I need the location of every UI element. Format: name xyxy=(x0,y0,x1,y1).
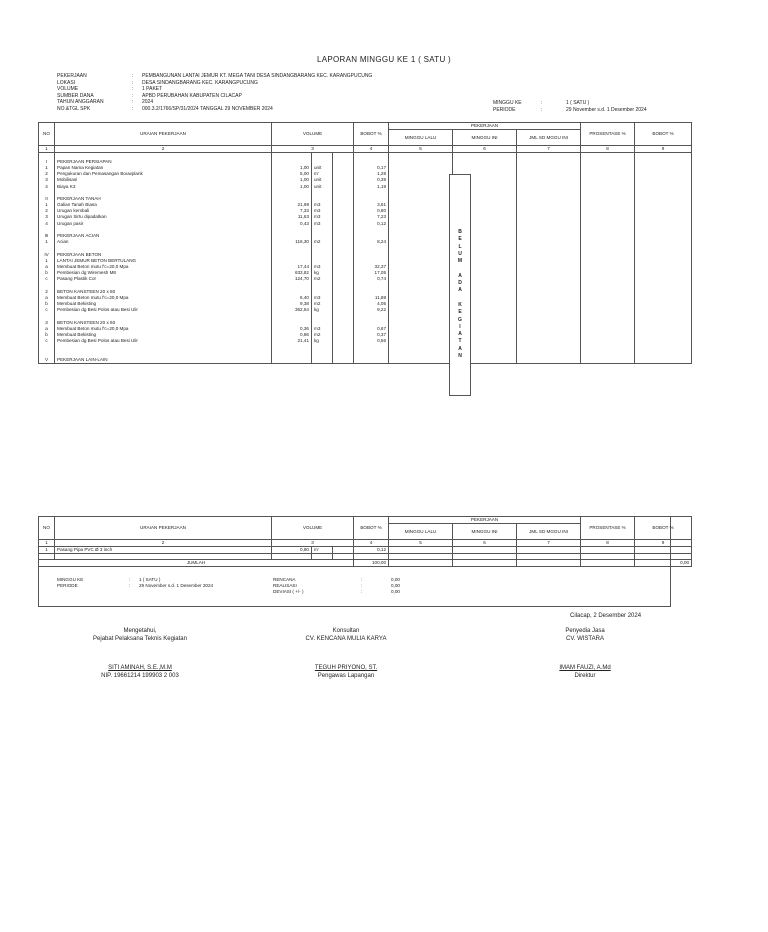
info-value: DESA SINDANGBARANG KEC. KARANGPUCUNG xyxy=(142,79,258,86)
signature-role: Mengetahui, xyxy=(123,628,157,634)
table-row xyxy=(39,357,692,364)
progress-table xyxy=(38,122,692,364)
info-row: LOKASI : DESA SINDANGBARANG KEC. KARANGPUCUNG xyxy=(57,79,258,86)
row-vol: 116,30 xyxy=(272,239,312,245)
info-label: PEKERJAAN xyxy=(57,73,87,79)
row-no: b xyxy=(39,301,55,307)
info-value: 000.3.2/1766/SP/31/2024 TANGGAL 29 NOVEMBER 2024 xyxy=(142,105,273,112)
info-value: 29 November s.d. 1 Desember 2024 xyxy=(566,106,647,113)
col-bobot: BOBOT % xyxy=(354,517,389,540)
info-label: VOLUME xyxy=(57,86,79,93)
col-num: 6 xyxy=(453,146,517,153)
col-minggu-lalu: MINGGU LALU xyxy=(389,524,453,540)
row-bobot: 17,05 xyxy=(354,270,389,276)
row-desc: Acian xyxy=(55,239,272,245)
col-pekerjaan: PEKERJAAN xyxy=(389,517,581,524)
row-bobot: 11,88 xyxy=(354,295,389,301)
signature-name: SITI AMINAH, S.E.,M.M xyxy=(108,665,172,671)
col-bobot2: BOBOT % xyxy=(635,517,692,540)
row-no: IV xyxy=(39,252,55,258)
row-vol: 633,82 xyxy=(272,270,312,276)
row-no: 4 xyxy=(39,183,55,189)
row-no: 3 xyxy=(39,320,55,326)
row-vol: 1,00 xyxy=(272,165,312,171)
row-vol: 7,33 xyxy=(272,208,312,214)
row-desc: BETON KANSTEEN 20 x 60 xyxy=(55,320,272,326)
signature-org: CV. KENCANA MULIA KARYA xyxy=(305,636,387,642)
row-desc: BETON KANSTEEN 20 x 80 xyxy=(55,289,272,295)
row-no: a xyxy=(39,264,55,270)
col-minggu-lalu: MINGGU LALU xyxy=(389,130,453,146)
belum-ada-kegiatan-label xyxy=(449,174,471,396)
row-desc: Biaya K3 xyxy=(55,183,272,189)
row-no: 3 xyxy=(39,214,55,220)
info-value: PEMBANGUNAN LANTAI JEMUR KT. MEGA TANI DESA SINDANGBARANG KEC. KARANGPUCUNG xyxy=(142,73,373,79)
col-prosentase: PROSENTASE % xyxy=(581,123,635,146)
signature-name: IMAM FAUZI, A.Md xyxy=(559,665,611,671)
col-num: 6 xyxy=(453,540,517,547)
row-unit: m2 xyxy=(312,332,333,338)
col-uraian: URAIAN PEKERJAAN xyxy=(55,123,272,146)
row-no: 1 xyxy=(39,239,55,245)
vertical-letter: A xyxy=(458,272,462,279)
row-vol: 352,54 xyxy=(272,307,312,313)
info-value: 2024 xyxy=(142,99,154,106)
report-title: LAPORAN MINGGU KE 1 ( SATU ) xyxy=(316,55,452,64)
row-no: 1 xyxy=(39,258,55,264)
row-unit: m2 xyxy=(312,301,333,307)
row-no: II xyxy=(39,196,55,202)
row-desc: Pasang Plastik Cor xyxy=(55,276,272,282)
col-minggu-ini: MINGGU INI xyxy=(453,524,517,540)
row-bobot: 0,56 xyxy=(354,338,389,344)
row-unit xyxy=(312,357,333,364)
row-desc: PEKERJAAN BETON xyxy=(55,252,272,258)
info-label: NO.&TGL SPK xyxy=(57,105,91,112)
row-vol: 6,40 xyxy=(272,295,312,301)
jumlah-row xyxy=(39,560,692,567)
row-no: c xyxy=(39,276,55,282)
info-label: SUMBER DANA xyxy=(57,92,94,99)
summary-label: REALISASI xyxy=(273,583,297,588)
vertical-letter: N xyxy=(458,353,462,360)
signature-block xyxy=(60,627,220,680)
vertical-letter: A xyxy=(458,287,462,294)
row-no: III xyxy=(39,233,55,239)
summary-value: 0,00 xyxy=(391,577,400,582)
row-desc: Membuat Beton mutu f'c=20,0 Mpa xyxy=(55,295,272,301)
progress-table-continued xyxy=(38,516,692,567)
row-vol: 21,98 xyxy=(272,202,312,208)
signature-sub: NIP. 19661214 199903 2 003 xyxy=(101,673,179,679)
row-unit: m3 xyxy=(312,326,333,332)
col-num: 4 xyxy=(354,146,389,153)
row-desc: Galian Tanah Biasa xyxy=(55,202,272,208)
row-vol: 0,36 xyxy=(272,326,312,332)
col-bobot2: BOBOT % xyxy=(635,123,692,146)
row-no: 2 xyxy=(39,208,55,214)
row-no: I xyxy=(39,159,55,165)
signature-org: CV. WISTARA xyxy=(565,636,604,642)
vertical-letter: M xyxy=(457,258,463,265)
vertical-letter xyxy=(450,265,470,272)
col-num: 9 xyxy=(635,146,692,153)
col-jml: JML SD MGGU INI xyxy=(517,130,581,146)
row-unit: unit xyxy=(312,183,333,189)
vertical-letter: K xyxy=(458,301,462,308)
vertical-letter: L xyxy=(458,243,462,250)
info-label: PERIODE xyxy=(493,106,516,113)
row-bobot: 0,17 xyxy=(354,165,389,171)
row-vol: 0,43 xyxy=(272,221,312,227)
row-desc: Pembesian dg Wiremesh M8 xyxy=(55,270,272,276)
signature-sub: Pengawas Lapangan xyxy=(317,673,375,679)
row-unit: m' xyxy=(312,547,333,554)
row-unit: kg xyxy=(312,338,333,344)
signature-block xyxy=(505,627,665,680)
row-desc: PEKERJAAN LAIN-LAIN xyxy=(55,357,272,364)
row-unit: kg xyxy=(312,270,333,276)
row-unit: m3 xyxy=(312,214,333,220)
row-unit: unit xyxy=(312,165,333,171)
vertical-letter: E xyxy=(458,236,462,243)
row-bobot: 0,39 xyxy=(354,177,389,183)
row-bobot: 0,37 xyxy=(354,332,389,338)
row-desc: PEKERJAAN ACIAN xyxy=(55,233,272,239)
row-bobot xyxy=(354,357,389,364)
column-numbers xyxy=(39,540,692,547)
vertical-letter xyxy=(450,295,470,302)
row-bobot: 1,19 xyxy=(354,183,389,189)
col-num: 3 xyxy=(272,540,354,547)
row-vol: 21,41 xyxy=(272,338,312,344)
row-unit: m' xyxy=(312,171,333,177)
row-desc: Membuat Beton mutu f'c=20,0 Mpa xyxy=(55,264,272,270)
row-desc: Pasang Pipa PVC Ø 3 inch xyxy=(55,547,272,554)
row-no: 3 xyxy=(39,177,55,183)
project-info xyxy=(57,73,372,113)
row-bobot: 8,24 xyxy=(354,239,389,245)
col-prosentase: PROSENTASE % xyxy=(581,517,635,540)
col-no: NO xyxy=(39,517,55,540)
jumlah-label: JUMLAH xyxy=(39,560,354,567)
row-desc: Pembesian dg Besi Polos atau Besi Ulir xyxy=(55,307,272,313)
row-vol: 124,70 xyxy=(272,276,312,282)
row-desc: Mobilisasi xyxy=(55,177,272,183)
info-row: TAHUN ANGGARAN : 2024 xyxy=(57,99,154,106)
col-num: 7 xyxy=(517,146,581,153)
row-no: V xyxy=(39,357,55,364)
row-desc: LANTAI JEMUR BETON BERTULANG xyxy=(55,258,272,264)
row-bobot: 4,05 xyxy=(354,301,389,307)
signature-role: Konsultan xyxy=(332,628,360,634)
row-no: 2 xyxy=(39,171,55,177)
info-row: VOLUME : 1 PAKET xyxy=(57,86,163,93)
col-minggu-ini: MINGGU INI xyxy=(453,130,517,146)
row-unit: m3 xyxy=(312,295,333,301)
summary-row: REALISASI : 0,00 xyxy=(273,583,400,588)
column-numbers xyxy=(39,146,692,153)
row-no: 1 xyxy=(39,547,55,554)
summary-progress xyxy=(273,577,400,595)
row-desc: Urugan kembali xyxy=(55,208,272,214)
col-num: 1 xyxy=(39,540,55,547)
summary-row: MINGGU KE : 1 ( SATU ) xyxy=(57,577,161,582)
info-value: APBD PERUBAHAN KABUPATEN CILACAP xyxy=(142,92,242,99)
signature-block xyxy=(266,627,426,680)
row-unit: m2 xyxy=(312,239,333,245)
row-vol: 17,44 xyxy=(272,264,312,270)
row-desc: PEKERJAAN PERSIAPAN xyxy=(55,159,272,165)
row-bobot: 7,23 xyxy=(354,214,389,220)
row-desc: Papan Nama Kegiatan xyxy=(55,165,272,171)
row-bobot: 1,28 xyxy=(354,171,389,177)
col-num: 3 xyxy=(272,146,354,153)
summary-period xyxy=(57,577,213,589)
info-row: NO.&TGL SPK : 000.3.2/1766/SP/31/2024 TANGGAL 29 NOVEMBER 2024 xyxy=(57,105,273,112)
col-num: 8 xyxy=(581,146,635,153)
info-value: 1 PAKET xyxy=(142,86,163,93)
row-desc: Pengukuran dan Pemasangan Bouwplank xyxy=(55,171,272,177)
period-info xyxy=(493,100,647,113)
summary-label: DEVIASI ( +/- ) xyxy=(273,589,304,594)
summary-label: PERIODE xyxy=(57,583,78,588)
row-vol: 0,80 xyxy=(272,547,312,554)
vertical-letter: A xyxy=(458,331,462,338)
col-num: 2 xyxy=(55,540,272,547)
row-vol: 9,38 xyxy=(272,301,312,307)
row-unit: kg xyxy=(312,307,333,313)
row-no: b xyxy=(39,270,55,276)
summary-row: RENCANA : 0,00 xyxy=(273,577,400,582)
info-label: TAHUN ANGGARAN xyxy=(57,99,104,106)
row-unit: m3 xyxy=(312,264,333,270)
row-vol: 0,86 xyxy=(272,332,312,338)
table-header xyxy=(39,123,692,130)
col-jml: JML SD MGGU INI xyxy=(517,524,581,540)
table-header xyxy=(39,517,692,524)
vertical-letter: A xyxy=(458,345,462,352)
place-date: Cilacap, 2 Desember 2024 xyxy=(570,613,642,619)
row-no: b xyxy=(39,332,55,338)
table-row xyxy=(39,547,692,554)
vertical-letter: D xyxy=(458,280,462,287)
col-no: NO xyxy=(39,123,55,146)
vertical-letter: E xyxy=(458,309,462,316)
signature-org: Pejabat Pelaksana Teknis Kegiatan xyxy=(93,636,187,642)
col-num: 5 xyxy=(389,146,453,153)
row-no: 2 xyxy=(39,289,55,295)
row-desc: Pembesian dg Besi Polos atau Besi Ulir xyxy=(55,338,272,344)
col-num: 2 xyxy=(55,146,272,153)
vertical-letter: T xyxy=(458,338,462,345)
row-desc: Membuat Beton mutu f'c=20,0 Mpa xyxy=(55,326,272,332)
col-num: 9 xyxy=(635,540,692,547)
col-num: 5 xyxy=(389,540,453,547)
row-bobot: 0,74 xyxy=(354,276,389,282)
row-no: a xyxy=(39,326,55,332)
row-desc: Urugan Sirtu dipadatkan xyxy=(55,214,272,220)
jumlah-bobot: 100,00 xyxy=(354,560,389,567)
col-uraian: URAIAN PEKERJAAN xyxy=(55,517,272,540)
info-value: 1 ( SATU ) xyxy=(566,100,590,106)
row-desc: Membuat Bekisting xyxy=(55,301,272,307)
row-vol: 1,00 xyxy=(272,183,312,189)
col-num: 7 xyxy=(517,540,581,547)
info-label: MINGGU KE xyxy=(493,100,522,106)
row-no: 1 xyxy=(39,202,55,208)
info-row: SUMBER DANA : APBD PERUBAHAN KABUPATEN CILACAP xyxy=(57,92,242,99)
row-bobot: 0,12 xyxy=(354,221,389,227)
jumlah-bobot2: 0,00 xyxy=(635,560,692,567)
summary-row: PERIODE : 29 November s.d. 1 Desember 2024 xyxy=(57,583,214,588)
col-volume: VOLUME xyxy=(272,517,354,540)
row-unit: m3 xyxy=(312,202,333,208)
vertical-letter: U xyxy=(458,250,462,257)
vertical-letter: I xyxy=(459,323,461,330)
row-bobot: 0,67 xyxy=(354,326,389,332)
row-no: 4 xyxy=(39,221,55,227)
summary-value: 0,00 xyxy=(391,589,400,594)
row-bobot: 32,37 xyxy=(354,264,389,270)
info-label: LOKASI xyxy=(57,79,76,86)
col-num: 4 xyxy=(354,540,389,547)
row-no: c xyxy=(39,307,55,313)
info-row: PEKERJAAN : PEMBANGUNAN LANTAI JEMUR KT. MEGA TANI DESA SINDANGBARANG KEC. KARANGPUCUNG xyxy=(57,73,373,79)
summary-value: 1 ( SATU ) xyxy=(139,577,161,582)
signature-role: Penyedia Jasa xyxy=(565,628,605,634)
row-no: c xyxy=(39,338,55,344)
signature-sub: Direktur xyxy=(574,673,596,679)
row-vol: 5,00 xyxy=(272,171,312,177)
row-desc: Urugan pasir xyxy=(55,221,272,227)
row-unit: m2 xyxy=(312,276,333,282)
vertical-letter: B xyxy=(458,229,462,235)
col-num: 1 xyxy=(39,146,55,153)
row-bobot: 3,61 xyxy=(354,202,389,208)
row-desc: PEKERJAAN TANAH xyxy=(55,196,272,202)
row-bobot: 9,22 xyxy=(354,307,389,313)
row-unit: m3 xyxy=(312,208,333,214)
summary-row: DEVIASI ( +/- ) : 0,00 xyxy=(273,589,400,594)
row-no: 1 xyxy=(39,165,55,171)
row-vol: 11,63 xyxy=(272,214,312,220)
info-row: MINGGU KE : 1 ( SATU ) xyxy=(493,100,590,106)
col-volume: VOLUME xyxy=(272,123,354,146)
col-num: 8 xyxy=(581,540,635,547)
row-unit: unit xyxy=(312,177,333,183)
row-bobot: 0,12 xyxy=(354,547,389,554)
summary-label: RENCANA xyxy=(273,577,296,582)
summary-value: 0,00 xyxy=(391,583,400,588)
row-vol xyxy=(272,357,312,364)
summary-label: MINGGU KE xyxy=(57,577,84,582)
row-unit: m3 xyxy=(312,221,333,227)
signature-name: TEGUH PRIYONO, ST. xyxy=(314,665,378,671)
info-row: PERIODE : 29 November s.d. 1 Desember 2024 xyxy=(493,106,647,113)
row-no: a xyxy=(39,295,55,301)
vertical-letter: G xyxy=(458,316,462,323)
summary-value: 29 November s.d. 1 Desember 2024 xyxy=(139,583,214,588)
col-pekerjaan: PEKERJAAN xyxy=(389,123,581,130)
col-bobot: BOBOT % xyxy=(354,123,389,146)
row-desc: Membuat Bekisting xyxy=(55,332,272,338)
row-bobot: 0,80 xyxy=(354,208,389,214)
row-vol: 1,00 xyxy=(272,177,312,183)
